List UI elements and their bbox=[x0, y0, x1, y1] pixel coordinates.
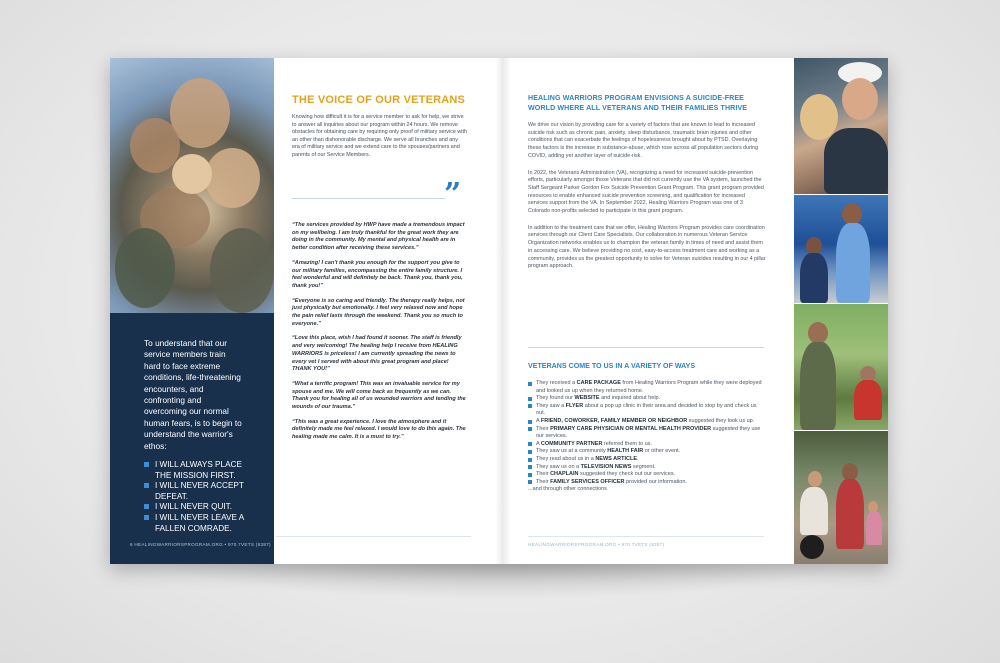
warrior-ethos-panel bbox=[110, 313, 274, 564]
ethos-item: I WILL NEVER ACCEPT DEFEAT. bbox=[144, 481, 258, 502]
bullet-icon bbox=[528, 420, 532, 424]
vision-paragraph: In addition to the treatment care that we offer, Healing Warriors Program provides care coordination services through our Client Care Specialists. Our collaboration in numerous Veteran Service Organization networks enables us to champion the veteran family in times of need and assist them in accessing care. We believe providing no cost, easy-to-access treatment care and working as a community, provides us the greatest opportunity to solve for Veteran suicides resulting in our 4 pillar program approach. bbox=[528, 224, 766, 270]
ways-item: A FRIEND, COWORKER, FAMILY MEMBER OR NEIGHBOR suggested they look us up. bbox=[528, 418, 766, 426]
testimonial: “This was a great experience. I love the atmosphere and it definitely made me feel relaxed. I would love to do this again. The healing made me calm. It is a must to try.” bbox=[292, 418, 466, 441]
quote-icon: ” bbox=[444, 177, 462, 212]
bullet-icon bbox=[528, 473, 532, 477]
bullet-icon bbox=[528, 442, 532, 446]
section-divider bbox=[528, 347, 764, 348]
testimonial: “Amazing! I can't thank you enough for the support you give to our military families, encompassing the entire family structure. I feel wonderful and will definitely be back. Thank you, thank you, thank you!” bbox=[292, 259, 463, 289]
ways-item: They read about us in a NEWS ARTICLE. bbox=[528, 456, 766, 464]
ways-closing: ...and through other connections bbox=[528, 486, 607, 493]
ways-item: Their PRIMARY CARE PHYSICIAN OR MENTAL HEALTH PROVIDER suggested they use our services. bbox=[528, 426, 766, 441]
photo-strip bbox=[794, 58, 888, 564]
bullet-icon bbox=[528, 465, 532, 469]
testimonials bbox=[292, 222, 467, 449]
bullet-icon bbox=[144, 504, 149, 509]
ways-list bbox=[528, 380, 766, 494]
bullet-icon bbox=[528, 458, 532, 462]
voice-intro: Knowing how difficult it is for a service member to ask for help, we strive to answer all inquiries about our program within 24 hours. We remove obstacles for obtaining care by requiring only proof of military service with an other than dishonorable discharge. We serve all branches and any era of military service and we extend care to the spouses/partners and parents of our Service Members. bbox=[292, 114, 467, 158]
bullet-icon bbox=[528, 427, 532, 431]
bullet-icon bbox=[144, 515, 149, 520]
ways-heading: VETERANS COME TO US IN A VARIETY OF WAYS bbox=[528, 362, 696, 370]
bullet-icon bbox=[528, 397, 532, 401]
ways-item: Their CHAPLAIN suggested they check out our services. bbox=[528, 471, 766, 479]
soldiers-hands-photo bbox=[110, 58, 274, 313]
footer-left: 6 HEALINGWARRIORSPROGRAM.ORG • 970.7VETS (8387) bbox=[130, 542, 271, 547]
ethos-item: I WILL NEVER QUIT. bbox=[144, 502, 258, 513]
vision-paragraph: In 2022, the Veterans Administration (VA), recognizing a need for increased suicide-prevention efforts, particularly amongst those Veterans that did not currently use the VA system, launched the Staff Sergeant Parker Gordon Fox Suicide Prevention Grant Program. This grant program provided resources to enable enhanced suicide prevention screening, and qualification for increased services support from the VA. In September 2022, Healing Warriors Program was one of 3 Colorado non-profits selected to participate in this grant program. bbox=[528, 169, 764, 215]
bullet-icon bbox=[144, 462, 149, 467]
ethos-item: I WILL NEVER LEAVE A FALLEN COMRADE. bbox=[144, 513, 258, 534]
bullet-icon bbox=[528, 382, 532, 386]
bullet-icon bbox=[528, 450, 532, 454]
soldier-child-park-photo bbox=[794, 304, 888, 430]
quote-divider bbox=[292, 198, 445, 199]
ways-item: They received a CARE PACKAGE from Healing Warriors Program while they were deployed and looked us up when they returned home. bbox=[528, 380, 766, 395]
voice-heading: THE VOICE OF OUR VETERANS bbox=[292, 94, 466, 106]
footer-divider bbox=[276, 536, 471, 537]
voice-column bbox=[292, 94, 467, 160]
vision-heading: HEALING WARRIORS PROGRAM ENVISIONS A SUICIDE-FREE WORLD WHERE ALL VETERANS AND THEIR FAMILIES THRIVE bbox=[528, 94, 748, 112]
testimonial: “The services provided by HWP have made a tremendous impact on my wellbeing. I am truly thankful for the great work they are doing in the community. My mental and physical health are in better condition after receiving these services.” bbox=[292, 222, 465, 252]
footer-divider bbox=[528, 536, 764, 537]
ways-item: They saw us at a community HEALTH FAIR or other event. bbox=[528, 448, 766, 456]
ethos-item: I WILL ALWAYS PLACE THE MISSION FIRST. bbox=[144, 460, 258, 481]
ways-item: They saw us on a TELEVISION NEWS segment. bbox=[528, 464, 766, 472]
marine-hug-photo bbox=[794, 58, 888, 194]
bullet-icon bbox=[528, 404, 532, 408]
family-walk-photo bbox=[794, 431, 888, 564]
ways-item: They found our WEBSITE and inquired about help. bbox=[528, 395, 766, 403]
ways-item: A COMMUNITY PARTNER referred them to us. bbox=[528, 441, 766, 449]
ways-item: Their FAMILY SERVICES OFFICER provided our information. bbox=[528, 479, 766, 487]
vision-paragraph: We drive our vision by providing care for a variety of factors that are known to lead to increased suicide risk such as chronic pain, anxiety, sleep disturbance, traumatic brain injuries and other conditions that can exacerbate the feelings of hopelessness brought about by PTSD. Overlaying these factors is the increase in substance-abuse, which rose across all population sectors during COVID, adding yet another layer of suicide-risk. bbox=[528, 122, 759, 159]
vision-column bbox=[528, 94, 766, 271]
family-gym-photo bbox=[794, 195, 888, 303]
ethos-intro: To understand that our service members train hard to face extreme conditions, life-threatening encounters, and confronting and overcoming our normal human fears, is to begin to understand the warrior's ethos: bbox=[144, 338, 242, 451]
testimonial: “Love this place, wish I had found it sooner. The staff is friendly and very welcoming! The healing help I receive from HEALING WARRIORS is priceless! I am currently spreading the news to every vet I served with about this great program and place! THANK YOU!” bbox=[292, 335, 462, 373]
brochure-spread bbox=[110, 58, 888, 564]
ways-item: They saw a FLYER about a pop up clinic in their area and decided to stop by and check us out. bbox=[528, 403, 766, 418]
footer-right: HEALINGWARRIORSPROGRAM.ORG • 970.7VETS (8387) bbox=[528, 542, 665, 547]
spread-gutter bbox=[495, 58, 511, 564]
bullet-icon bbox=[144, 483, 149, 488]
page-shadow bbox=[150, 560, 850, 600]
ethos-list bbox=[144, 460, 258, 534]
bullet-icon bbox=[528, 480, 532, 484]
testimonial: “Everyone is so caring and friendly. The therapy really helps, not just physically but emotionally. I feel very relaxed now and hope the pain relief lasts through the weekend. Thank you so much to everyone.” bbox=[292, 297, 465, 327]
testimonial: “What a terrific program! This was an invaluable service for my spouse and me. We will come back as frequently as we can. Thank you for healing all of us wounded warriors and tending the wounds of our trauma.” bbox=[292, 380, 466, 411]
